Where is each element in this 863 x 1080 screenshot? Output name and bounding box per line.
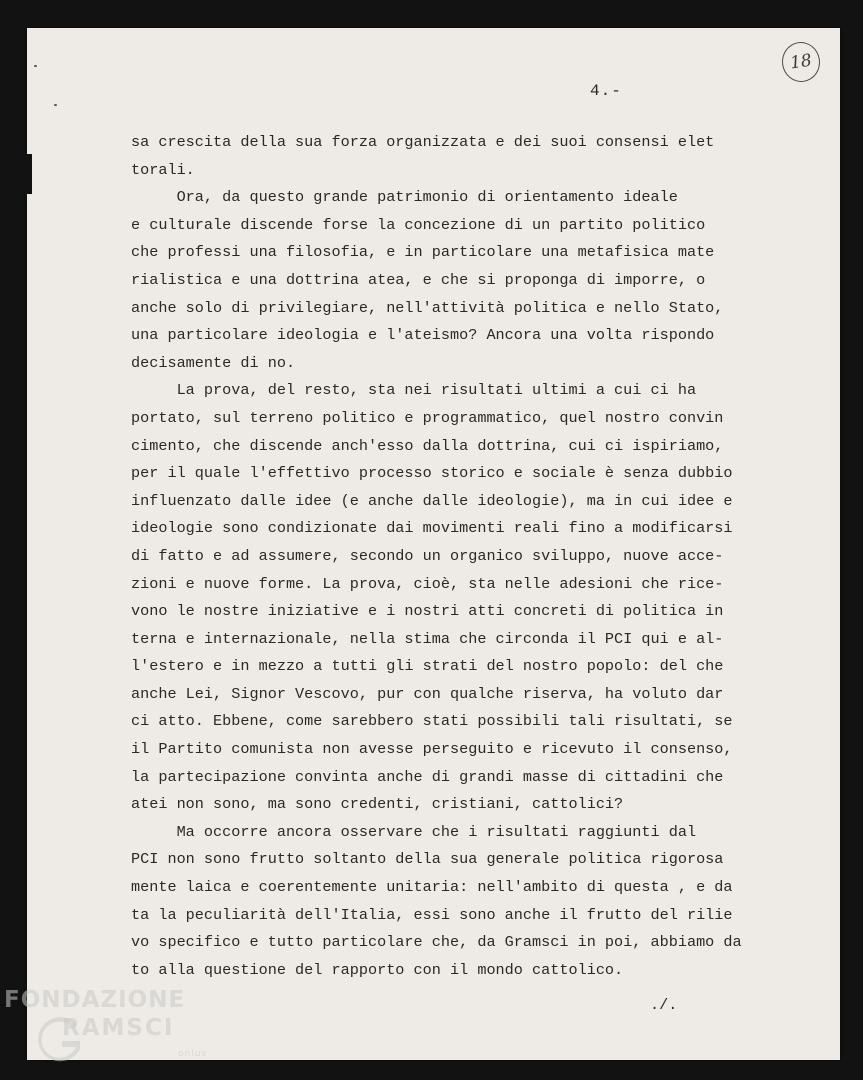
text-line: l'estero e in mezzo a tutti gli strati del nostro popolo: del che [131,657,724,676]
text-line: vono le nostre iniziative e i nostri atti concreti di politica in [131,602,724,621]
text-line: per il quale l'effettivo processo storico e sociale è senza dubbio [131,464,733,483]
text-line: una particolare ideologia e l'ateismo? Ancora una volta rispondo [131,326,715,345]
text-line: terna e internazionale, nella stima che circonda il PCI qui e al- [131,629,724,648]
page-tab-marker [20,154,32,194]
text-line: atei non sono, ma sono credenti, cristiani, cattolici? [131,795,624,814]
text-line: portato, sul terreno politico e programmatico, quel nostro convin [131,408,724,427]
text-line: ideologie sono condizionate dai movimenti reali fino a modificarsi [131,519,733,538]
watermark-suffix: onlus [178,1049,208,1059]
text-line: anche Lei, Signor Vescovo, pur con qualche riserva, ha voluto dar [131,684,724,703]
text-line: ci atto. Ebbene, come sarebbero stati possibili tali risultati, se [131,712,733,731]
text-line: mente laica e coerentemente unitaria: nell'ambito di questa , e da [131,878,733,897]
text-line: la partecipazione convinta anche di grandi masse di cittadini che [131,767,724,786]
watermark-line1: FONDAZIONE [4,987,186,1013]
text-line: sa crescita della sua forza organizzata e dei suoi consensi elet [131,133,715,151]
page-number: 4.- [590,82,622,100]
text-line: vo specifico e tutto particolare che, da Gramsci in poi, abbiamo da [131,933,742,952]
text-line: La prova, del resto, sta nei risultati ultimi a cui ci ha [131,381,697,400]
paper-speck [34,65,37,67]
text-line: anche solo di privilegiare, nell'attività politica e nello Stato, [131,298,724,317]
paper-speck [54,104,57,106]
text-line: e culturale discende forse la concezione di un partito politico [131,215,706,234]
archive-stamp: 18 [779,40,822,85]
fondazione-gramsci-watermark [2,985,242,1075]
text-line: torali. [131,160,195,179]
typed-letter-body [131,129,791,984]
text-line: ta la peculiarità dell'Italia, essi sono anche il frutto del rilie [131,905,733,924]
text-line: cimento, che discende anch'esso dalla dottrina, cui ci ispiriamo, [131,436,724,455]
text-line: di fatto e ad assumere, secondo un organico sviluppo, nuove acce- [131,546,724,565]
text-line: zioni e nuove forme. La prova, cioè, sta nelle adesioni che rice- [131,574,724,593]
text-line: Ora, da questo grande patrimonio di orientamento ideale [131,188,678,207]
text-line: to alla questione del rapporto con il mondo cattolico. [131,960,624,979]
continuation-mark: ./. [650,996,678,1014]
text-line: il Partito comunista non avesse perseguito e ricevuto il consenso, [131,740,733,759]
text-line: rialistica e una dottrina atea, e che si proponga di imporre, o [131,270,706,289]
text-line: PCI non sono frutto soltanto della sua generale politica rigorosa [131,850,724,869]
text-line: decisamente di no. [131,353,296,372]
text-line: Ma occorre ancora osservare che i risultati raggiunti dal [131,822,697,841]
watermark-line2: RAMSCI [62,1015,175,1041]
text-line: influenzato dalle idee (e anche dalle ideologie), ma in cui idee e [131,491,733,510]
text-line: che professi una filosofia, e in particolare una metafisica mate [131,243,715,262]
